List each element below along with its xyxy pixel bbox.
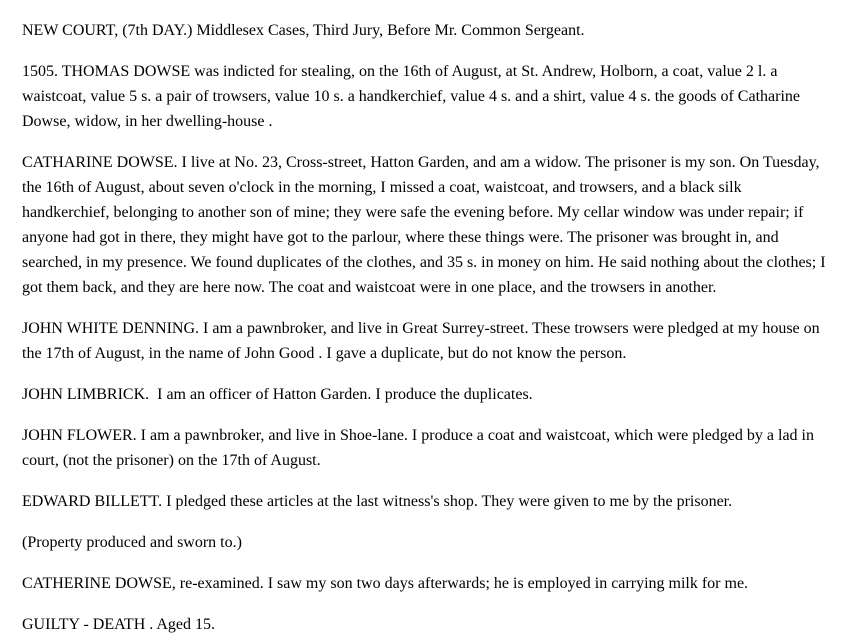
indictment-paragraph: 1505. THOMAS DOWSE was indicted for stealing, on the 16th of August, at St. Andrew, Holborn, a coat, value 2 l. a waistcoat, value 5 s. a pair of trowsers, value 10 s. a handkerchief, value 4 s. and a shirt, value 4 s. the goods of Catharine Dowse, widow, in her dwelling-house . bbox=[22, 63, 804, 130]
testimony-john-white-denning: JOHN WHITE DENNING. I am a pawnbroker, and live in Great Surrey-street. These trowsers were pledged at my house on the 17th of August, in the name of John Good . I gave a duplicate, but do not know the person. bbox=[22, 320, 824, 362]
testimony-john-flower: JOHN FLOWER. I am a pawnbroker, and live in Shoe-lane. I produce a coat and waistcoat, which were pledged by a lad in court, (not the prisoner) on the 17th of August. bbox=[22, 427, 818, 469]
property-sworn-note: (Property produced and sworn to.) bbox=[22, 534, 242, 551]
reexamination-catherine-dowse: CATHERINE DOWSE, re-examined. I saw my son two days afterwards; he is employed in carrying milk for me. bbox=[22, 575, 749, 592]
court-session-header: NEW COURT, (7th DAY.) Middlesex Cases, Third Jury, Before Mr. Common Sergeant. bbox=[22, 22, 585, 39]
verdict-line: GUILTY - DEATH . Aged 15. bbox=[22, 616, 216, 633]
testimony-john-limbrick: JOHN LIMBRICK. I am an officer of Hatton Garden. I produce the duplicates. bbox=[22, 386, 533, 403]
testimony-edward-billett: EDWARD BILLETT. I pledged these articles at the last witness's shop. They were given to me by the prisoner. bbox=[22, 493, 733, 510]
testimony-catharine-dowse: CATHARINE DOWSE. I live at No. 23, Cross-street, Hatton Garden, and am a widow. The prisoner is my son. On Tuesday, the 16th of August, about seven o'clock in the morning, I missed a coat, waistcoat, and trowsers, and a black silk handkerchief, belonging to another son of mine; they were safe the evening before. My cellar window was under repair; if anyone had got in there, they might have got to the parlour, where these things were. The prisoner was brought in, and searched, in my presence. We found duplicates of the clothes, and 35 s. in money on him. He said nothing about the clothes; I got them back, and they are here now. The coat and waistcoat were in one place, and the trowsers in another. bbox=[22, 154, 830, 296]
